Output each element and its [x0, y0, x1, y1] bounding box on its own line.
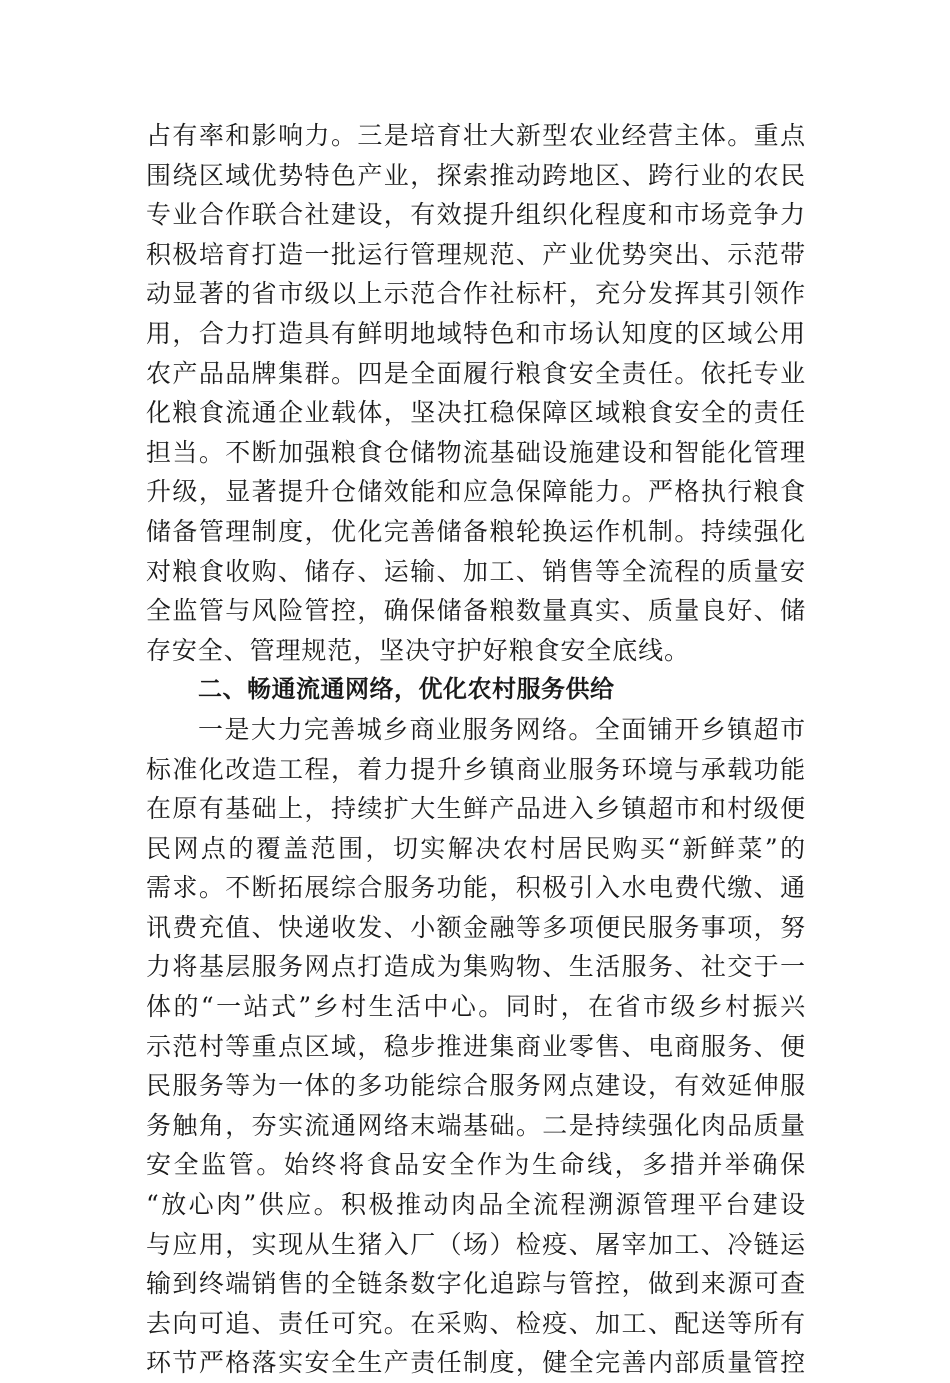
text-line: 存安全、管理规范，坚决守护好粮食安全底线。	[146, 635, 690, 665]
paragraph-rural-services	[146, 710, 806, 1383]
text-line: 在原有基础上，持续扩大生鲜产品进入乡镇超市和村级便	[146, 794, 806, 824]
text-line: 标准化改造工程，着力提升乡镇商业服务环境与承载功能	[146, 754, 806, 784]
text-line: 力将基层服务网点打造成为集购物、生活服务、社交于一	[146, 952, 806, 982]
text-line: 输到终端销售的全链条数字化追踪与管控，做到来源可查	[146, 1269, 806, 1299]
text-line: 民网点的覆盖范围，切实解决农村居民购买“新鲜菜”的	[146, 833, 806, 863]
text-line: 全监管与风险管控，确保储备粮数量真实、质量良好、储	[146, 596, 806, 626]
text-line: 与应用，实现从生猪入厂（场）检疫、屠宰加工、冷链运	[146, 1229, 806, 1259]
text-line: 讯费充值、快递收发、小额金融等多项便民服务事项，努	[146, 912, 806, 942]
text-line: 储备管理制度，优化完善储备粮轮换运作机制。持续强化	[146, 516, 806, 546]
text-line: 积极培育打造一批运行管理规范、产业优势突出、示范带	[146, 239, 806, 269]
text-line: 民服务等为一体的多功能综合服务网点建设，有效延伸服	[146, 1071, 806, 1101]
text-line: 用，合力打造具有鲜明地域特色和市场认知度的区域公用	[146, 318, 806, 348]
text-line: “放心肉”供应。积极推动肉品全流程溯源管理平台建设	[146, 1190, 806, 1220]
text-line: 需求。不断拓展综合服务功能，积极引入水电费代缴、通	[146, 873, 806, 903]
text-line: 占有率和影响力。三是培育壮大新型农业经营主体。重点	[146, 121, 806, 150]
text-line: 一是大力完善城乡商业服务网络。全面铺开乡镇超市	[198, 714, 806, 744]
text-line: 对粮食收购、储存、运输、加工、销售等全流程的质量安	[146, 556, 806, 586]
text-line: 体的“一站式”乡村生活中心。同时，在省市级乡村振兴	[146, 992, 806, 1022]
text-line: 安全监管。始终将食品安全作为生命线，多措并举确保	[146, 1150, 806, 1180]
section-heading: 二、畅通流通网络，优化农村服务供给	[198, 675, 615, 704]
text-line: 升级，显著提升仓储效能和应急保障能力。严格执行粮食	[146, 477, 806, 507]
text-line: 化粮食流通企业载体，坚决扛稳保障区域粮食安全的责任	[146, 398, 806, 428]
text-line: 务触角，夯实流通网络末端基础。二是持续强化肉品质量	[146, 1110, 806, 1140]
paragraph-grain-security	[146, 116, 806, 670]
text-line: 动显著的省市级以上示范合作社标杆，充分发挥其引领作	[146, 279, 806, 309]
text-line: 农产品品牌集群。四是全面履行粮食安全责任。依托专业	[146, 358, 806, 388]
text-line: 去向可追、责任可究。在采购、检疫、加工、配送等所有	[146, 1308, 806, 1338]
text-line: 环节严格落实安全生产责任制度，健全完善内部质量管控	[146, 1348, 806, 1378]
text-line: 示范村等重点区域，稳步推进集商业零售、电商服务、便	[146, 1031, 806, 1061]
body-text	[146, 116, 806, 1383]
text-line: 围绕区域优势特色产业，探索推动跨地区、跨行业的农民	[146, 160, 806, 190]
text-line: 担当。不断加强粮食仓储物流基础设施建设和智能化管理	[146, 437, 806, 467]
text-line: 专业合作联合社建设，有效提升组织化程度和市场竞争力	[146, 200, 806, 230]
